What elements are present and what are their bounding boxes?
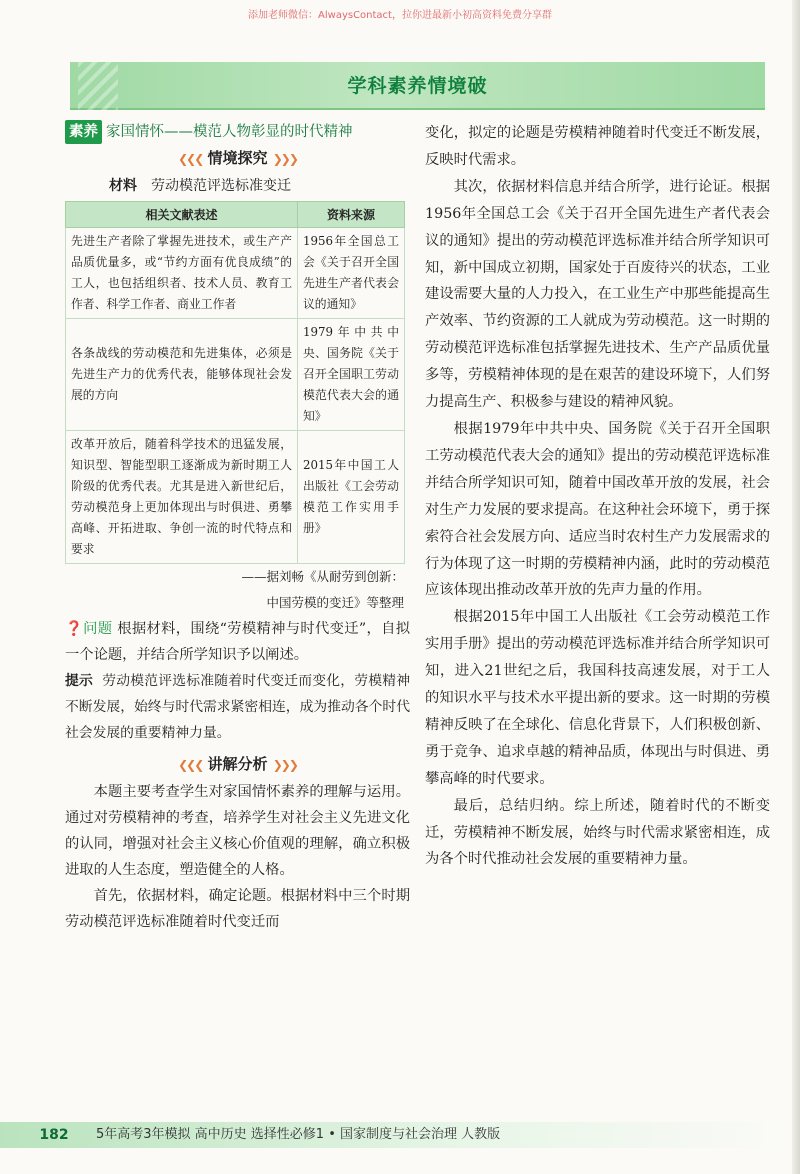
- table-header-source: 资料来源: [298, 202, 405, 228]
- question-icon: ❓: [65, 621, 84, 637]
- citation-line-1: ——据刘畅《从耐劳到创新：: [241, 569, 404, 584]
- analysis-paragraph-2: 首先，依据材料，确定论题。根据材料中三个时期劳动模范评选标准随着时代变迁而: [65, 888, 410, 930]
- table-cell-source: 1979年中共中央、国务院《关于召开全国职工劳动模范代表大会的通知》: [298, 319, 405, 431]
- analysis-paragraph-4: 其次，依据材料信息并结合所学，进行论证。根据1956年全国总工会《关于召开全国先进生产者代表会议的通知》提出的劳动模范评选标准并结合所学知识可知，新中国成立初期，国家处于百废待兴的状态，工业建设需要大量的人力投入，在工业生产中那些能提高生产效率、节约资源的工人就成为劳动模范。这一时期的劳动模范评选标准包括掌握先进技术、生产产品质优量多等，劳模精神体现的是在艰苦的建设环境下，人们努力提高生产、积极参与建设的精神风貌。: [425, 178, 770, 411]
- page-number: 182: [39, 1127, 69, 1143]
- literacy-tag: 素养: [65, 120, 102, 144]
- table-row: [66, 431, 405, 564]
- left-chevrons-icon: ❮❮❮: [178, 758, 203, 772]
- left-chevrons-icon: ❮❮❮: [178, 152, 203, 166]
- material-table: [65, 201, 405, 564]
- explore-heading: [65, 146, 410, 171]
- hint-label: 提示: [65, 673, 94, 689]
- table-row: [66, 319, 405, 431]
- hint-paragraph: [65, 668, 410, 746]
- watermark: 添加老师微信：AlwaysContact，拉你进最新小初高资料免费分享群: [248, 10, 552, 21]
- analysis-paragraph-7: 最后，总结归纳。综上所述，随着时代的不断变迁，劳模精神不断发展，始终与时代需求紧密相连，成为各个时代推动社会发展的重要精神力量。: [425, 797, 770, 868]
- footer-text: 5年高考3年模拟 高中历史 选择性必修1 • 国家制度与社会治理 人教版: [96, 1127, 501, 1142]
- material-title: 劳动模范评选标准变迁: [151, 178, 291, 194]
- question-label: 问题: [83, 621, 113, 637]
- literacy-title: 家国情怀——模范人物彰显的时代精神: [106, 124, 353, 140]
- analysis-paragraph-6: 根据2015年中国工人出版社《工会劳动模范工作实用手册》提出的劳动模范评选标准并结合所学知识可知，进入21世纪之后，我国科技高速发展，对于工人的知识水平与技术水平提出新的要求。这一时期的劳模精神反映了在全球化、信息化背景下，人们积极创新、勇于竞争、追求卓越的精神品质，体现出与时俱进、勇攀高峰的时代要求。: [425, 609, 770, 787]
- right-column: [425, 120, 770, 873]
- question-text: 根据材料，围绕“劳模精神与时代变迁”，自拟一个论题，并结合所学知识予以阐述。: [65, 621, 411, 663]
- citation-line-2: 中国劳模的变迁》等整理: [266, 595, 404, 610]
- right-chevrons-icon: ❯❯❯: [272, 152, 297, 166]
- explore-heading-text: 情境探究: [207, 149, 268, 167]
- material-line: [65, 173, 410, 199]
- literacy-heading: [65, 120, 410, 144]
- table-header-text: 相关文献表述: [66, 202, 298, 228]
- book-edge: [792, 0, 800, 1174]
- table-cell-source: 1956年全国总工会《关于召开全国先进生产者代表会议的通知》: [298, 228, 405, 319]
- question-paragraph: [65, 616, 410, 668]
- analysis-heading: [65, 752, 410, 777]
- analysis-heading-text: 讲解分析: [207, 755, 268, 773]
- right-chevrons-icon: ❯❯❯: [272, 758, 297, 772]
- left-column: [65, 120, 410, 935]
- table-row: [66, 228, 405, 319]
- analysis-paragraph-5: 根据1979年中共中央、国务院《关于召开全国职工劳动模范代表大会的通知》提出的劳动模范评选标准并结合所学知识可知，随着中国改革开放的发展，社会对生产力发展的要求提高。在这种社会环境下，勇于探索符合社会发展方向、适应当时农村生产力发展需求的行为体现了这一时期的劳模精神内涵，此时的劳动模范应该体现出推动改革开放的先声力量的作用。: [425, 420, 770, 599]
- table-cell-text: 各条战线的劳动模范和先进集体，必须是先进生产力的优秀代表，能够体现社会发展的方向: [66, 319, 298, 431]
- table-cell-source: 2015年中国工人出版社《工会劳动模范工作实用手册》: [298, 431, 405, 564]
- hint-text: 劳动模范评选标准随着时代变迁而变化，劳模精神不断发展，始终与时代需求紧密相连，成为推动各个时代社会发展的重要精神力量。: [65, 673, 411, 741]
- banner-title: 学科素养情境破: [347, 75, 488, 97]
- material-label: 材料: [109, 178, 137, 194]
- table-cell-text: 改革开放后，随着科学技术的迅猛发展，知识型、智能型职工逐渐成为新时期工人阶级的优秀代表。尤其是进入新世纪后，劳动模范身上更加体现出与时俱进、勇攀高峰、开拓进取、争创一流的时代特点和要求: [66, 431, 298, 564]
- analysis-paragraph-1: 本题主要考查学生对家国情怀素养的理解与运用。通过对劳模精神的考查，培养学生对社会主义先进文化的认同，增强对社会主义核心价值观的理解，确立积极进取的人生态度，塑造健全的人格。: [65, 784, 410, 878]
- table-cell-text: 先进生产者除了掌握先进技术，或生产产品质优量多，或“节约方面有优良成绩”的工人，也包括组织者、技术人员、教育工作者、科学工作者、商业工作者: [66, 228, 298, 319]
- analysis-paragraph-3: 变化，拟定的论题是劳模精神随着时代变迁不断发展，反映时代需求。: [425, 125, 770, 168]
